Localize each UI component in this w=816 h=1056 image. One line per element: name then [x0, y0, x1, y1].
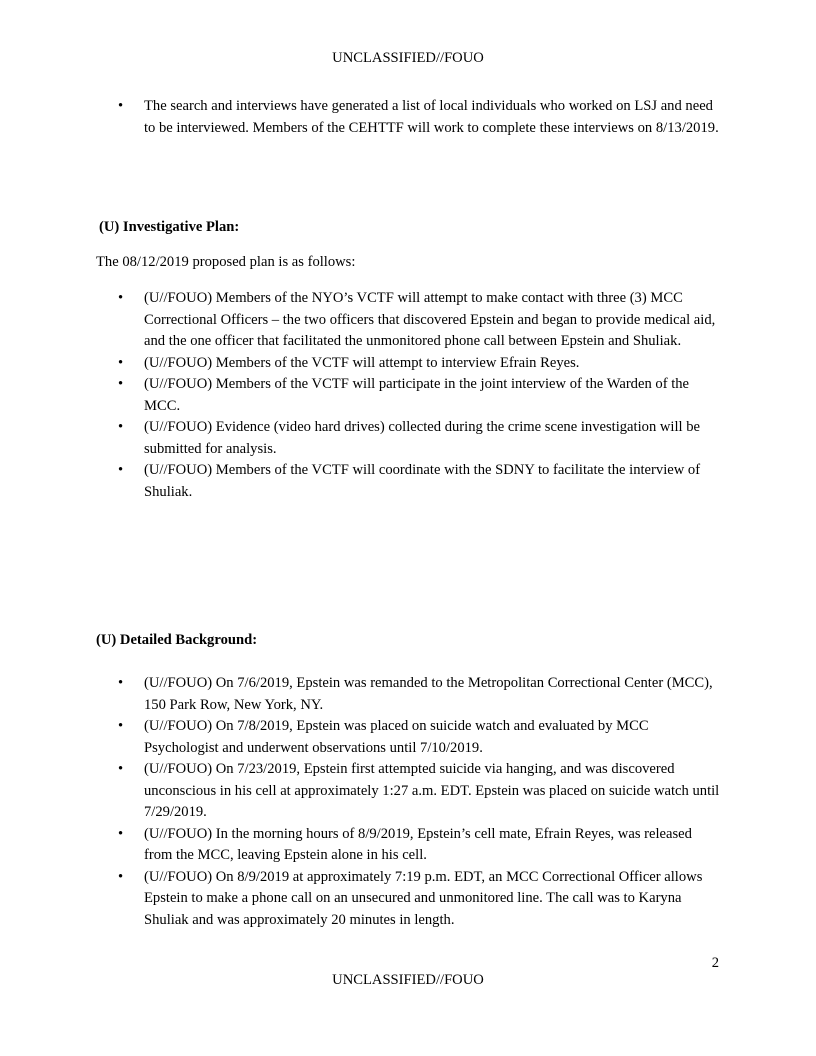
intro-bullet-list	[96, 96, 721, 139]
header-classification: UNCLASSIFIED//FOUO	[332, 50, 484, 66]
detailed-background-heading: (U) Detailed Background:	[96, 632, 258, 648]
list-item: • (U//FOUO) On 7/8/2019, Epstein was placed on suicide watch and evaluated by MCC Psychologist and underwent observations until 7/10/2019.	[96, 716, 721, 759]
list-item: • (U//FOUO) Members of the NYO’s VCTF will attempt to make contact with three (3) MCC Correctional Officers – the two officers that discovered Epstein and began to provide medical aid, and the one officer that facilitated the unmonitored phone call between Epstein and Shuliak.	[96, 288, 721, 353]
footer-classification: UNCLASSIFIED//FOUO	[332, 972, 484, 988]
list-item: • The search and interviews have generated a list of local individuals who worked on LSJ and need to be interviewed. Members of the CEHTTF will work to complete these interviews on 8/13/2019.	[96, 96, 721, 139]
detailed-background-bullet-list	[96, 673, 721, 931]
investigative-plan-intro: The 08/12/2019 proposed plan is as follows:	[96, 254, 356, 270]
list-item: • (U//FOUO) Members of the VCTF will attempt to interview Efrain Reyes.	[96, 353, 721, 375]
investigative-plan-bullet-list	[96, 288, 721, 503]
list-item: • (U//FOUO) Evidence (video hard drives) collected during the crime scene investigation will be submitted for analysis.	[96, 417, 721, 460]
list-item: • (U//FOUO) On 7/6/2019, Epstein was remanded to the Metropolitan Correctional Center (MCC), 150 Park Row, New York, NY.	[96, 673, 721, 716]
list-item: • (U//FOUO) Members of the VCTF will coordinate with the SDNY to facilitate the interview of Shuliak.	[96, 460, 721, 503]
list-item: • (U//FOUO) On 8/9/2019 at approximately 7:19 p.m. EDT, an MCC Correctional Officer allows Epstein to make a phone call on an unsecured and unmonitored line. The call was to Karyna Shuliak and was approximately 20 minutes in length.	[96, 867, 721, 932]
investigative-plan-heading: (U) Investigative Plan:	[99, 219, 240, 235]
list-item: • (U//FOUO) On 7/23/2019, Epstein first attempted suicide via hanging, and was discovered unconscious in his cell at approximately 1:27 a.m. EDT. Epstein was placed on suicide watch until 7/29/2019.	[96, 759, 721, 824]
page-number: 2	[711, 955, 719, 971]
list-item: • (U//FOUO) In the morning hours of 8/9/2019, Epstein’s cell mate, Efrain Reyes, was released from the MCC, leaving Epstein alone in his cell.	[96, 824, 721, 867]
list-item: • (U//FOUO) Members of the VCTF will participate in the joint interview of the Warden of the MCC.	[96, 374, 721, 417]
